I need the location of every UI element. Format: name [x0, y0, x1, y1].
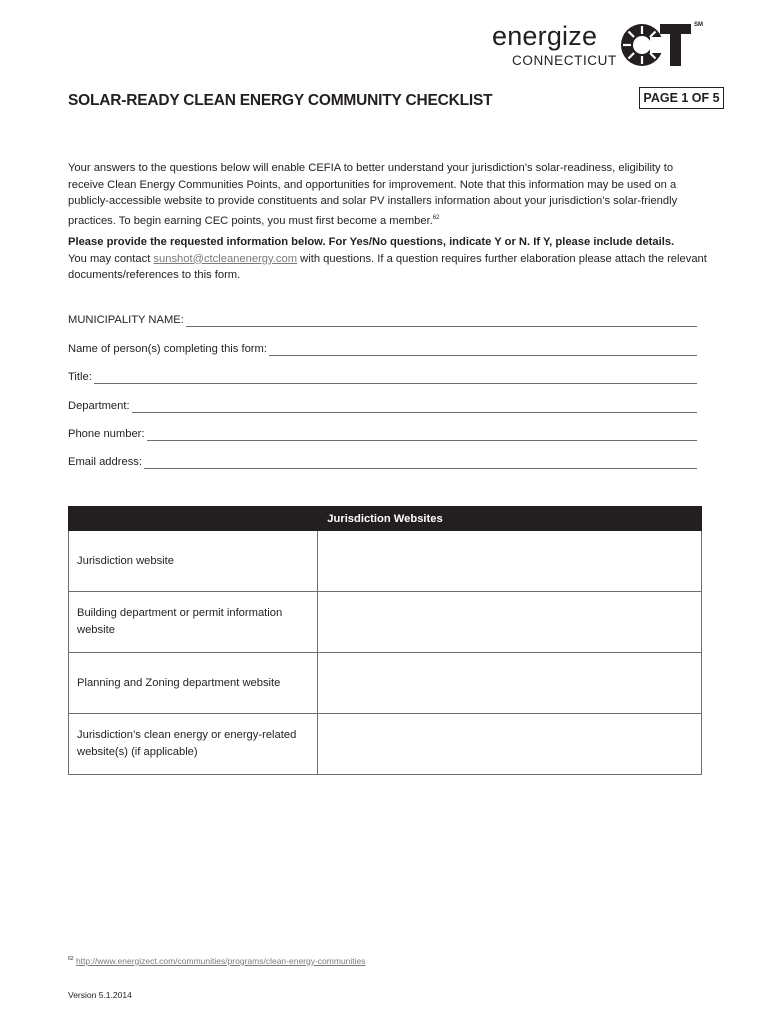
- department-field[interactable]: [68, 397, 697, 413]
- table-header: Jurisdiction Websites: [69, 507, 702, 531]
- footnote-url-link[interactable]: http://www.energizect.com/communities/programs/clean-energy-communities: [75, 956, 366, 966]
- title-label: Title:: [68, 371, 92, 383]
- instructions: [68, 234, 708, 284]
- row-answer-cell[interactable]: [318, 531, 702, 592]
- municipality-name-label: MUNICIPALITY NAME:: [68, 314, 184, 326]
- version-label: Version 5.1.2014: [68, 990, 132, 1000]
- person-name-field[interactable]: [68, 340, 697, 356]
- row-answer-cell[interactable]: [318, 653, 702, 714]
- row-answer-cell[interactable]: [318, 592, 702, 653]
- table-header-row: [69, 507, 702, 531]
- contact-suffix: with questions. If a question requires further elaboration please attach the relevant documents/references to this form.: [68, 252, 707, 282]
- department-input[interactable]: [132, 401, 697, 413]
- email-input[interactable]: [144, 457, 697, 469]
- phone-input[interactable]: [147, 429, 698, 441]
- email-label: Email address:: [68, 456, 142, 468]
- row-question: Building department or permit information website: [69, 592, 318, 653]
- ct-sun-logo-icon: [620, 20, 692, 70]
- intro-text: Your answers to the questions below will enable CEFIA to better understand your jurisdiction’s solar-readiness, eligibility to receive Clean Energy Communities Points, and opportunities for improvement. Note that this information may be used on a publicly-accessible website to provide constituents and solar PV installers information about your jurisdiction’s solar-friendly practices. To begin earning CEC points, you must first become a member.: [68, 162, 678, 227]
- energize-ct-logo: [492, 20, 707, 72]
- logo-subtitle: CONNECTICUT: [512, 53, 617, 68]
- logo-wordmark: energize: [492, 21, 598, 51]
- service-mark: SM: [694, 22, 703, 28]
- contact-prefix: You may contact: [68, 252, 154, 265]
- person-name-label: Name of person(s) completing this form:: [68, 343, 267, 355]
- municipality-name-input[interactable]: [186, 315, 697, 327]
- title-field[interactable]: [68, 368, 697, 384]
- email-field[interactable]: [68, 453, 697, 469]
- title-input[interactable]: [94, 372, 697, 384]
- page-title: SOLAR-READY CLEAN ENERGY COMMUNITY CHECKLIST: [68, 92, 493, 109]
- row-question: Jurisdiction’s clean energy or energy-related website(s) (if applicable): [69, 714, 318, 775]
- table-row: [69, 592, 702, 653]
- phone-label: Phone number:: [68, 428, 145, 440]
- table-row: [69, 653, 702, 714]
- jurisdiction-websites-table: [68, 506, 702, 775]
- table-row: [69, 714, 702, 775]
- instruction-bold: Please provide the requested information below. For Yes/No questions, indicate Y or N. If Y, please include details.: [68, 236, 675, 248]
- person-name-input[interactable]: [269, 344, 697, 356]
- row-question: Planning and Zoning department website: [69, 653, 318, 714]
- footnote-number: 62: [68, 956, 74, 962]
- table-row: [69, 531, 702, 592]
- department-label: Department:: [68, 400, 130, 412]
- row-question: Jurisdiction website: [69, 531, 318, 592]
- footnote-ref: 62: [432, 214, 440, 221]
- row-answer-cell[interactable]: [318, 714, 702, 775]
- footnote: [68, 956, 366, 966]
- municipality-name-field[interactable]: [68, 311, 697, 327]
- contact-email-link[interactable]: sunshot@ctcleanenergy.com: [153, 252, 298, 265]
- phone-field[interactable]: [68, 425, 697, 441]
- page-indicator: PAGE 1 OF 5: [639, 87, 724, 109]
- intro-paragraph: [68, 160, 708, 229]
